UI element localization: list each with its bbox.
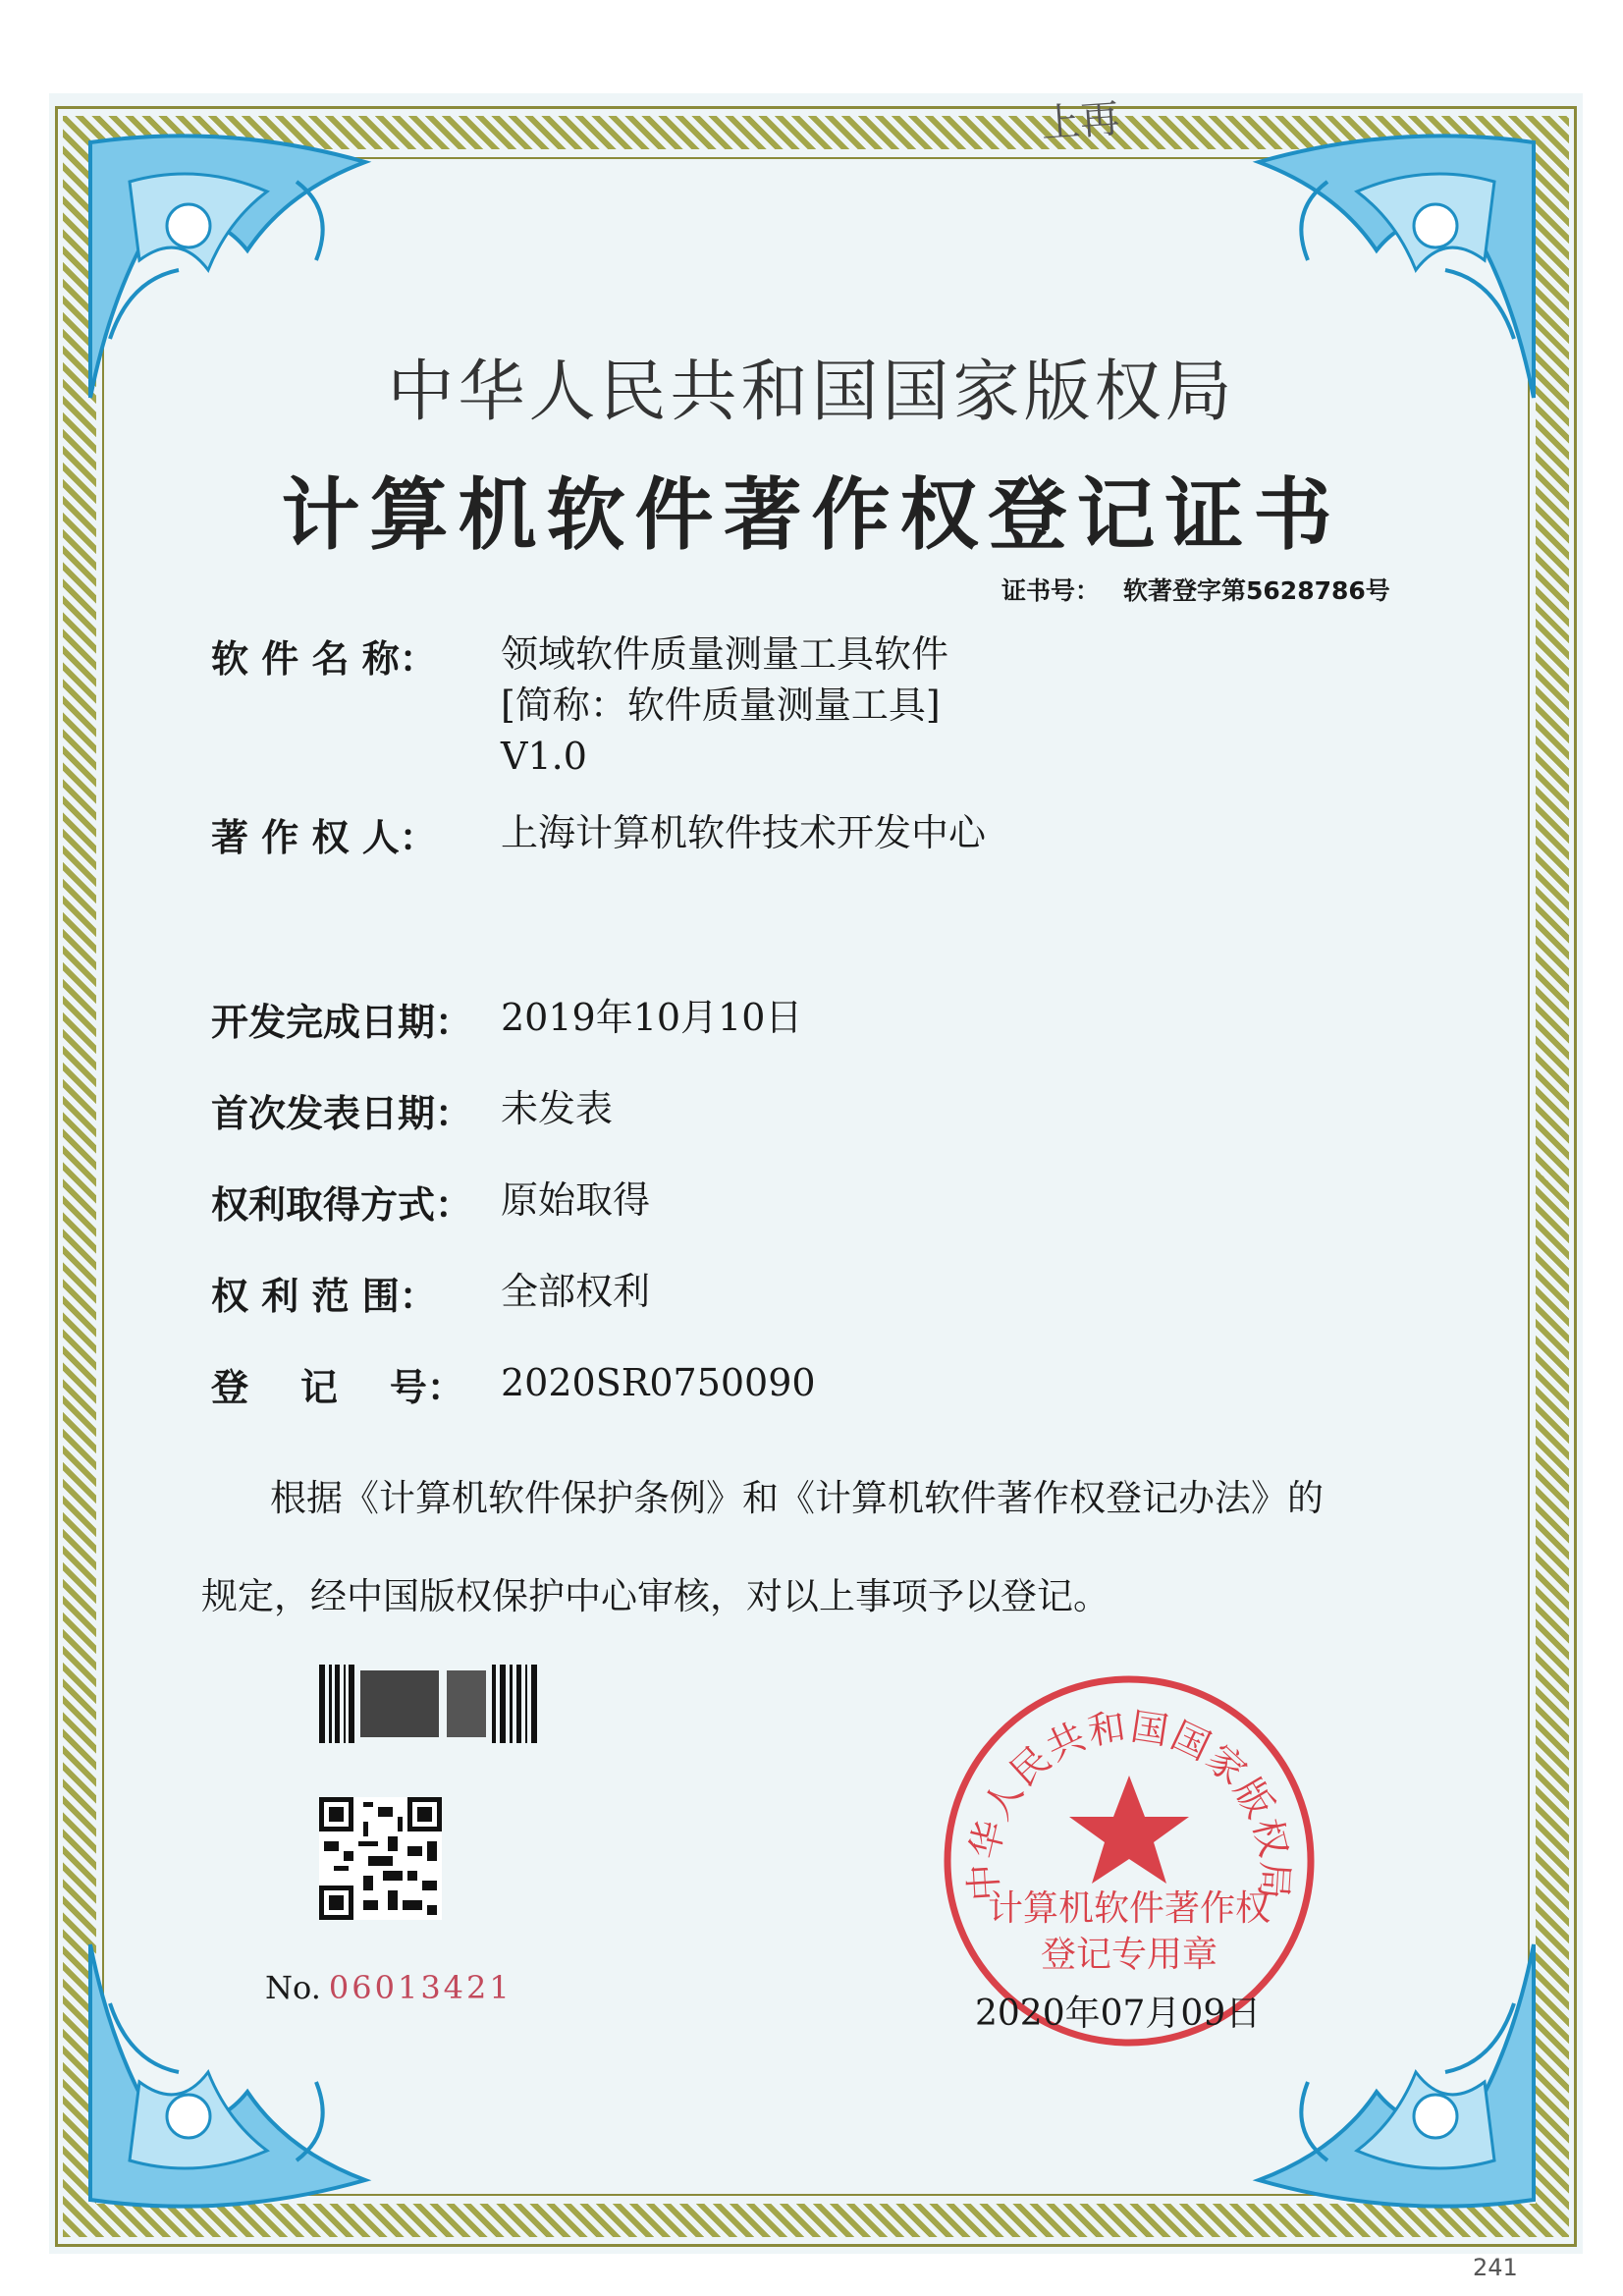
completion-date: 2019年10月10日 [501,996,803,1039]
serial-number [265,1969,513,2006]
declaration-line-2: 规定，经中国版权保护中心审核，对以上事项予以登记。 [201,1575,1109,1617]
software-version: V1.0 [501,735,587,778]
software-short-name: [简称：软件质量测量工具] [501,683,941,727]
rights-scope: 全部权利 [501,1270,651,1313]
field-label: 权 利 范 围： [211,1275,437,1318]
seal-ring-text: 中华人民共和国国家版权局 [961,1704,1297,1903]
certificate-number [1001,572,1414,607]
issuing-authority: 中华人民共和国国家版权局 [387,354,1236,431]
serial-prefix: No. [265,1969,321,2006]
field-label: 软 件 名 称： [211,637,437,681]
certificate-number-label: 证书号： [1001,576,1101,605]
seal-line-1: 计算机软件著作权 [987,1888,1271,1929]
registration-number: 2020SR0750090 [501,1361,816,1404]
field-label: 首次发表日期： [211,1092,473,1135]
certificate-number-value: 软著登字第5628786号 [1123,576,1390,605]
serial-value: 06013421 [328,1969,513,2006]
seal-line-2: 登记专用章 [1040,1935,1217,1975]
first-publication-date: 未发表 [501,1087,614,1130]
copyright-owner: 上海计算机软件技术开发中心 [501,811,987,854]
field-label: 开发完成日期： [211,1001,473,1044]
handwritten-page-number: 241 [1473,2254,1518,2281]
field-label: 登 记 号： [211,1366,464,1409]
software-name: 领域软件质量测量工具软件 [501,632,949,676]
acquisition-method: 原始取得 [501,1178,651,1222]
declaration-line-1: 根据《计算机软件保护条例》和《计算机软件著作权登记办法》的 [270,1477,1324,1519]
field-label: 权利取得方式： [211,1183,473,1227]
qr-code [319,1797,442,1920]
barcode [319,1665,545,1743]
field-label: 著 作 权 人： [211,816,437,859]
issue-date: 2020年07月09日 [975,1994,1262,2034]
handwritten-note-top: 上再 [1039,96,1121,147]
document-title: 计算机软件著作权登记证书 [281,469,1342,561]
